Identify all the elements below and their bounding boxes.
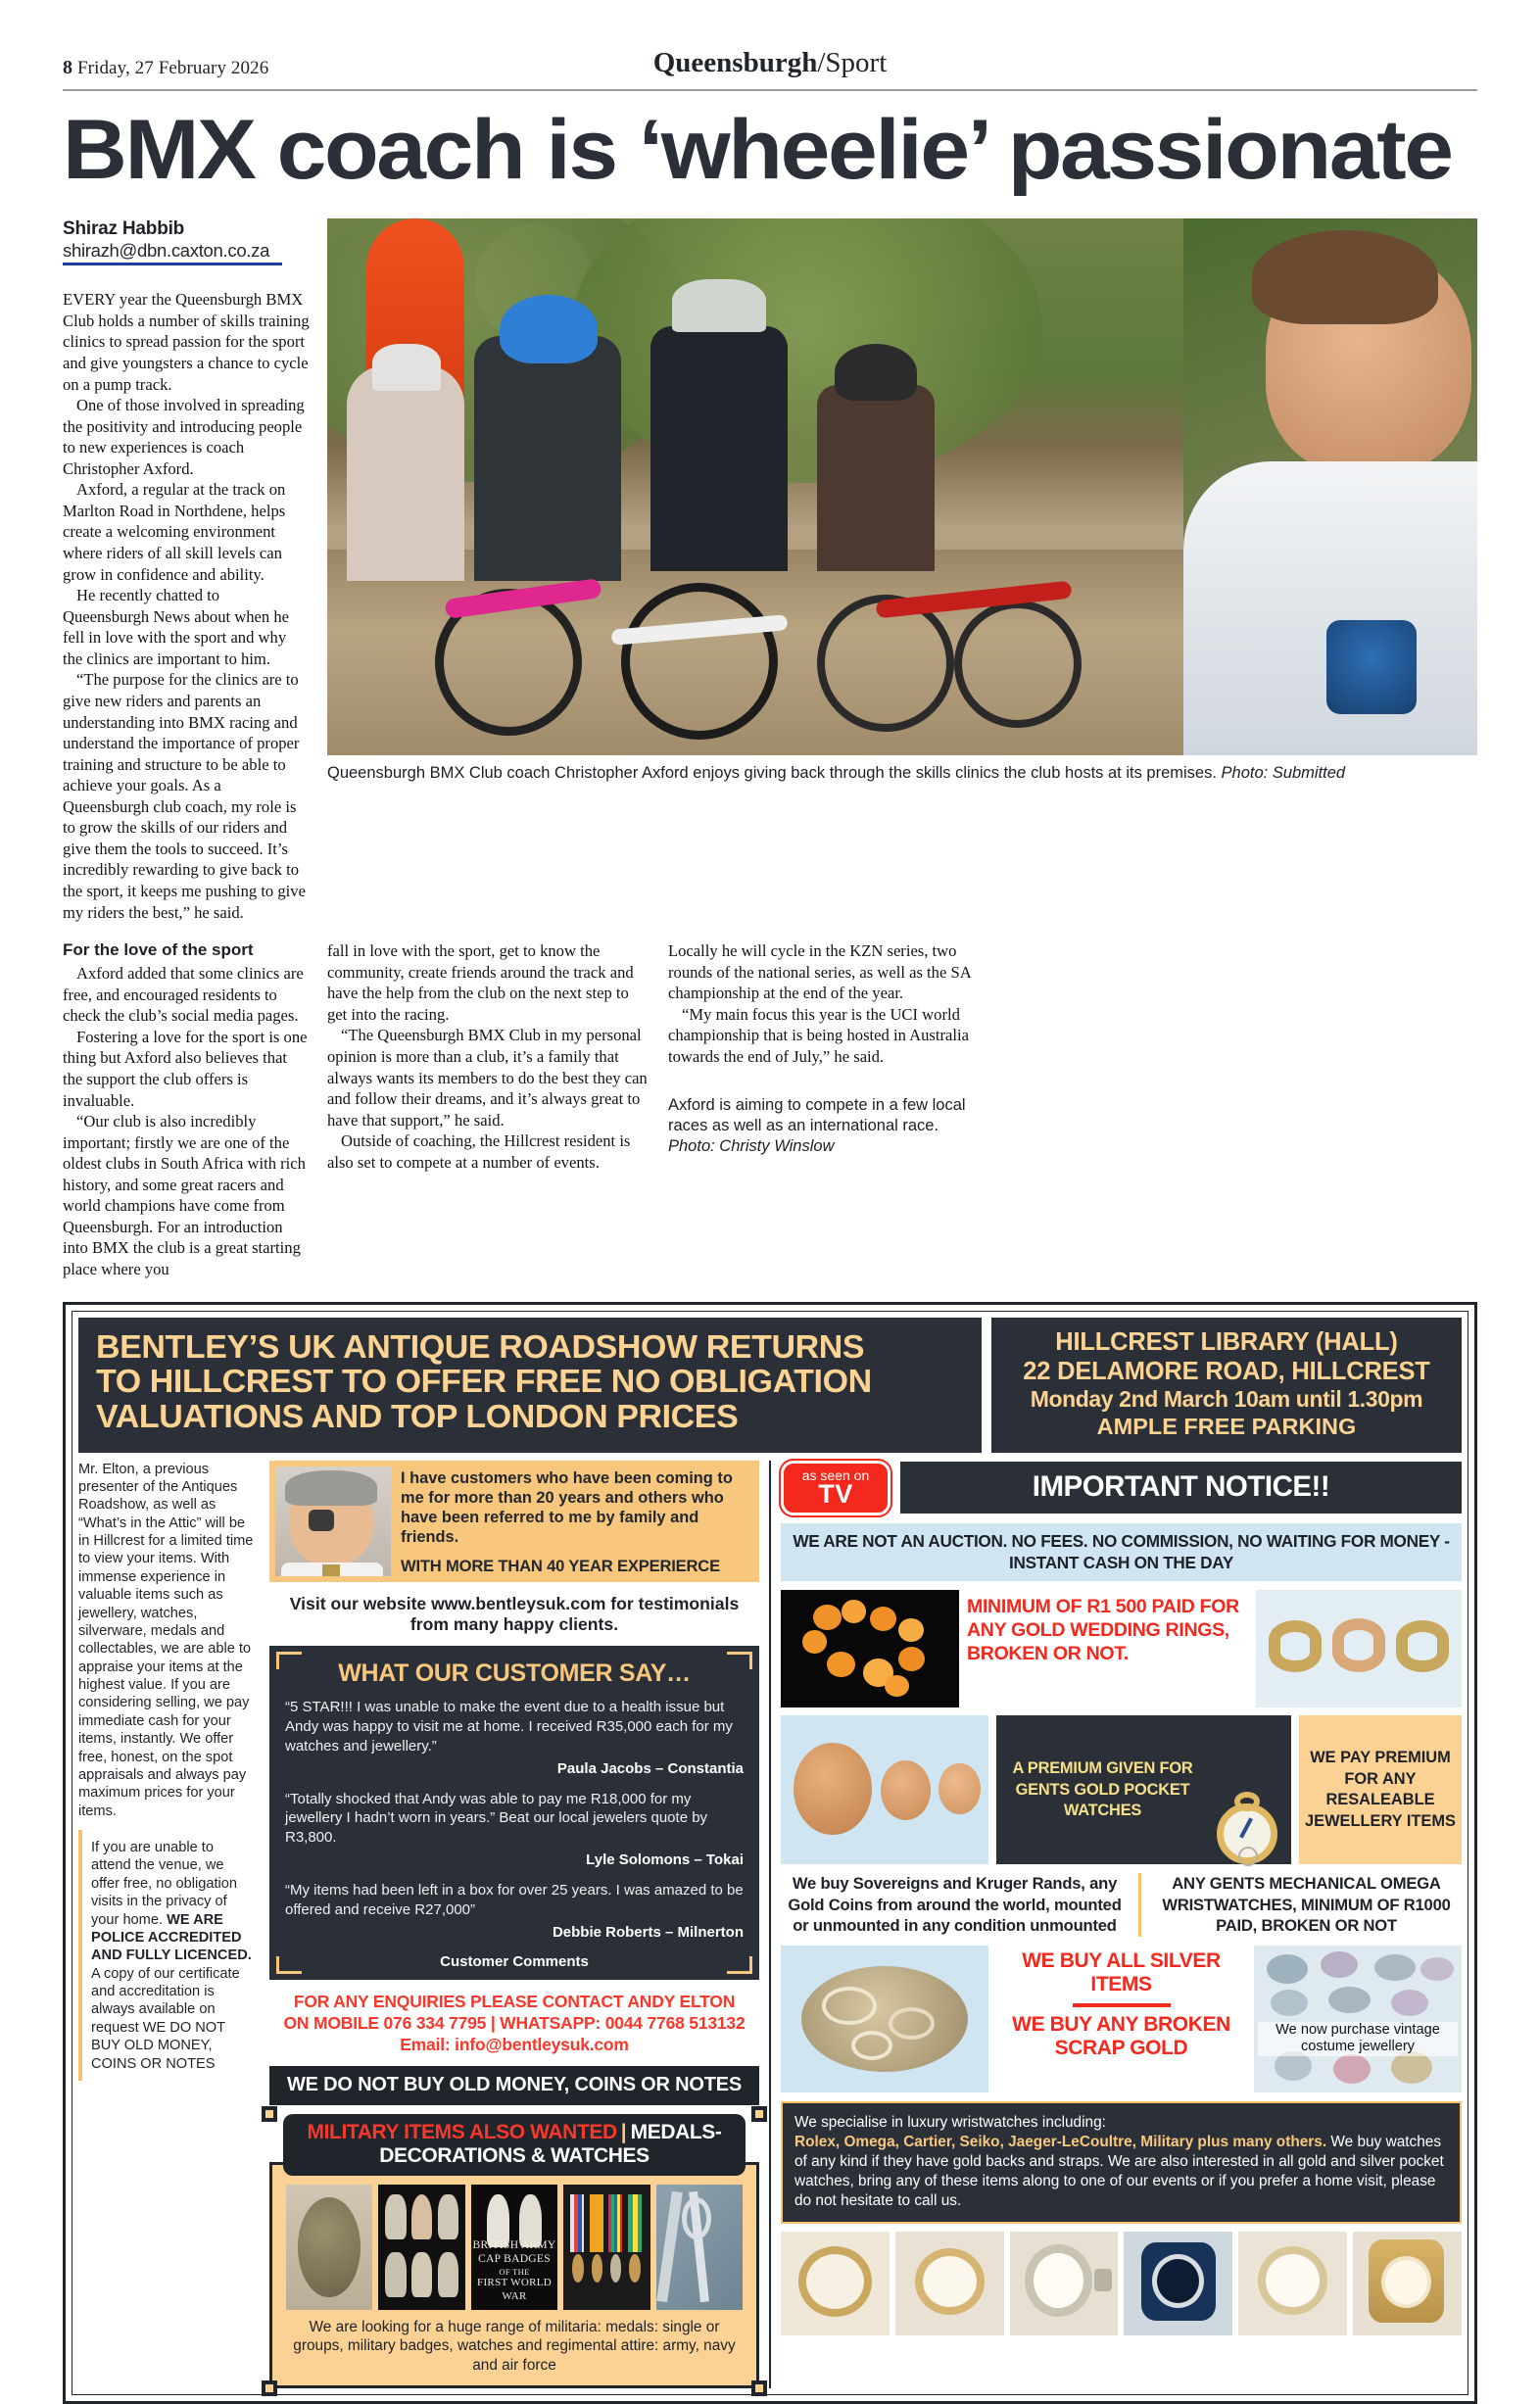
presenter-quote: I have customers who have been coming to me for more than 20 years and others who have been referred to me by family and friends. xyxy=(401,1468,733,1546)
paragraph: “The purpose for the clinics are to give new riders and parents an understanding into BMX racing and understand the importance of proper training and structure to be able to achieve your goals. As a Queensburgh club coach, my role is to grow the skills of our riders and give them the tools to succeed. It’s incredibly rewarding to give back to the sport, it keeps me pushing to give my riders the best,” he said. xyxy=(63,670,306,922)
testimonial-attribution: Lyle Solomons – Tokai xyxy=(586,1851,744,1868)
militaria-photo-swords xyxy=(656,2185,743,2310)
watch-photo-1 xyxy=(781,2232,890,2335)
testimonials-title: WHAT OUR CUSTOMER SAY… xyxy=(338,1659,691,1688)
side-photo-caption xyxy=(668,1095,991,1158)
police-box-intro: If you are unable to attend the venue, we offer free, no obligation visits in the privacy of your home. xyxy=(91,1840,238,1928)
watch-photo-3 xyxy=(1010,2232,1119,2335)
police-box-bold: WE ARE POLICE ACCREDITED AND FULLY LICENCED. xyxy=(91,1911,252,1964)
paragraph: “The Queensburgh BMX Club in my personal opinion is more than a club, it’s a family that always wants its members to do the best they can and follow their dreams, and it’s always great to have that support,” he said. xyxy=(327,1026,648,1130)
silver-scrap-text xyxy=(996,1946,1246,2092)
article-body-col4 xyxy=(668,940,991,1067)
article-column-3 xyxy=(327,940,650,1279)
capbadges-caption-sub: OF THE xyxy=(499,2266,530,2277)
gold-minimum-text: MINIMUM OF R1 500 PAID FOR ANY GOLD WEDDING RINGS, BROKEN OR NOT. xyxy=(967,1596,1239,1664)
premium-amber-panel: WE PAY PREMIUM FOR ANY RESALEABLE JEWELLERY ITEMS xyxy=(1299,1715,1462,1864)
corner-ornament xyxy=(276,1652,302,1669)
gold-pocket-watch-panel xyxy=(996,1715,1291,1864)
enquiries-block xyxy=(269,1991,759,2055)
important-notice-title: IMPORTANT NOTICE!! xyxy=(900,1462,1462,1514)
paragraph: Axford added that some clinics are free, and encouraged residents to check the club’s social media pages. xyxy=(63,964,304,1026)
byline-email[interactable]: shirazh@dbn.caxton.co.za xyxy=(63,240,270,262)
caption-credit: Photo: Submitted xyxy=(1221,764,1346,783)
article-body-col2 xyxy=(63,963,310,1279)
military-title-divider: | xyxy=(620,2120,627,2143)
watch-photo-2 xyxy=(895,2232,1004,2335)
not-an-auction-bar: WE ARE NOT AN AUCTION. NO FEES. NO COMMISSION, NO WAITING FOR MONEY - INSTANT CASH ON THE DAY xyxy=(781,1523,1462,1582)
luxury-brands: Rolex, Omega, Cartier, Seiko, Jaeger-LeCoultre, Military plus many others. xyxy=(794,2133,1327,2150)
military-title-bar xyxy=(283,2114,746,2176)
bmx-clinic-photo xyxy=(327,218,1477,755)
website-line[interactable]: Visit our website www.bentleysuk.com for testimonials from many happy clients. xyxy=(289,1593,740,1635)
luxury-outro: We buy watches of any kind if they have gold backs and straps. We are also interested in all gold and silver pocket watches, bring any of these items along to one of our events or if you prefer a home visit, please do not hesitate to call us. xyxy=(794,2133,1444,2209)
presenter-quote-strip xyxy=(269,1461,759,1582)
masthead xyxy=(63,0,1477,85)
photo-caption xyxy=(327,763,1477,784)
paragraph: Locally he will cycle in the KZN series, two rounds of the national series, as well as the SA championship at the end of the year. xyxy=(668,941,971,1003)
premium-row xyxy=(781,1715,1462,1864)
paragraph: Outside of coaching, the Hillcrest resident is also set to compete at a number of events. xyxy=(327,1131,631,1172)
silver-line-1: WE BUY ALL SILVER ITEMS xyxy=(1022,1948,1221,1996)
notice-header-row xyxy=(781,1461,1462,1515)
paragraph: EVERY year the Queensburgh BMX Club holds a number of skills training clinics to spread passion for the sport and give youngsters a chance to cycle on a pump track. xyxy=(63,290,310,394)
no-buy-bar: WE DO NOT BUY OLD MONEY, COINS OR NOTES xyxy=(269,2066,759,2105)
militaria-photo-capbadges xyxy=(471,2185,557,2310)
costume-caption: We now purchase vintage costume jewellery xyxy=(1258,2022,1458,2056)
page-number: 8 xyxy=(63,57,73,78)
paragraph: Axford, a regular at the track on Marlton Road in Northdene, helps create a welcoming environment where riders of all skill levels can grow in confidence and ability. xyxy=(63,480,286,584)
paragraph: Fostering a love for the sport is one thing but Axford also believes that the support the club offers is invaluable. xyxy=(63,1027,308,1110)
wedding-rings-photo xyxy=(1256,1590,1462,1707)
testimonial-text: “My items had been left in a box for over 25 years. I was amazed to be offered and receive R27,000” xyxy=(285,1881,744,1918)
police-box-outro: A copy of our certificate and accreditation is always available on request WE DO NOT BUY OLD MONEY, COINS OR NOTES xyxy=(91,1965,240,2072)
advert-venue-block xyxy=(991,1318,1462,1453)
watch-photo-strip xyxy=(781,2232,1462,2335)
advertisement xyxy=(63,1302,1477,2404)
presenter-photo xyxy=(275,1466,391,1576)
paragraph: One of those involved in spreading the positivity and introducing people to new experiences is coach Christopher Axford. xyxy=(63,396,305,478)
luxury-watches-box xyxy=(781,2101,1462,2224)
article-body-col3 xyxy=(327,940,650,1173)
byline-author: Shiraz Habbib xyxy=(63,218,185,240)
scrap-gold-photo xyxy=(781,1946,988,2092)
paragraph: He recently chatted to Queensburgh News about when he fell in love with the sport and why the clinics are important to him. xyxy=(63,586,290,668)
tv-badge-line-1: as seen on xyxy=(801,1466,870,1483)
testimonials-footer: Customer Comments xyxy=(440,1952,589,1970)
article-body-col1 xyxy=(63,289,310,923)
corner-ornament xyxy=(276,1956,302,1974)
article-top-block xyxy=(63,218,1477,923)
side-photo-spacer xyxy=(1009,940,1477,1279)
buy-row xyxy=(781,1873,1462,1937)
silver-line-2: WE BUY ANY BROKEN SCRAP GOLD xyxy=(1012,2012,1230,2059)
paragraph: “Our club is also incredibly important; firstly we are one of the oldest clubs in South Africa with rich history, and some great racers and world champions have come from Queensburgh. For an introduction into BMX the club is a great starting place where you xyxy=(63,1112,306,1279)
enquiries-line-1: FOR ANY ENQUIRIES PLEASE CONTACT ANDY ELTON xyxy=(293,1991,736,2011)
watch-photo-4 xyxy=(1124,2232,1232,2335)
silver-row xyxy=(781,1946,1462,2092)
testimonial-text: “5 STAR!!! I was unable to make the event due to a health issue but Andy was happy to visit me at home. I received R35,000 each for my watches and jewellery.” xyxy=(285,1699,733,1755)
venue-parking: AMPLE FREE PARKING xyxy=(1096,1414,1357,1440)
publication-name: Queensburgh xyxy=(652,47,818,78)
side-caption-credit: Photo: Christy Winslow xyxy=(668,1137,835,1156)
as-seen-on-tv-badge xyxy=(781,1461,890,1515)
luxury-intro: We specialise in luxury wristwatches including: xyxy=(794,2113,1106,2131)
amber-beads-photo xyxy=(781,1590,959,1707)
advert-center-column xyxy=(269,1461,759,2388)
testimonial-attribution: Debbie Roberts – Milnerton xyxy=(552,1923,744,1941)
advert-left-column xyxy=(78,1461,260,2388)
capbadges-caption-main: BRITISH ARMY CAP BADGES xyxy=(472,2238,556,2266)
paragraph: fall in love with the sport, get to know the community, create friends around the track and have the help from the club on the next step to get into the racing. xyxy=(327,941,634,1024)
enquiries-line-3[interactable]: Email: info@bentleysuk.com xyxy=(400,2034,629,2054)
testimonials-box xyxy=(269,1646,759,1979)
advert-headline-line-1: BENTLEY’S UK ANTIQUE ROADSHOW RETURNS xyxy=(96,1327,865,1365)
police-accreditation-box xyxy=(78,1830,260,2081)
paragraph: “My main focus this year is the UCI world championship that is being hosted in Australia towards the end of July,” he said. xyxy=(668,1004,969,1066)
advert-body xyxy=(78,1461,1462,2388)
silver-divider xyxy=(1073,2003,1171,2007)
military-image-strip xyxy=(286,2185,743,2310)
page-title: BMX coach is ‘wheelie’ passionate xyxy=(63,103,1452,197)
issue-date: Friday, 27 February 2026 xyxy=(76,58,269,78)
article-column-2 xyxy=(63,940,310,1279)
venue-name: HILLCREST LIBRARY (HALL) xyxy=(1055,1327,1398,1356)
masthead-rule xyxy=(63,89,1477,91)
corner-ornament xyxy=(727,1956,752,1974)
venue-datetime: Monday 2nd March 10am until 1.30pm xyxy=(1030,1385,1423,1412)
testimonial-attribution: Paula Jacobs – Constantia xyxy=(556,1759,744,1777)
buy-omega-text: ANY GENTS MECHANICAL OMEGA WRISTWATCHES, MINIMUM OF R1000 PAID, BROKEN OR NOT xyxy=(1162,1874,1451,1936)
premium-dark-text: A PREMIUM GIVEN FOR GENTS GOLD POCKET WATCHES xyxy=(1012,1759,1193,1819)
buy-coins-text: We buy Sovereigns and Kruger Rands, any Gold Coins from around the world, mounted or unmounted in any condition unmounted xyxy=(781,1873,1141,1937)
byline-rule xyxy=(63,263,282,265)
gold-coins-photo xyxy=(781,1715,988,1864)
enquiries-line-2[interactable]: ON MOBILE 076 334 7795 | WHATSAPP: 0044 7768 513132 xyxy=(283,2012,746,2033)
militaria-photo-plaque xyxy=(286,2185,372,2310)
article-subhead: For the love of the sport xyxy=(63,940,254,960)
watch-photo-5 xyxy=(1238,2232,1347,2335)
advert-header xyxy=(78,1318,1462,1453)
capbadges-caption-sub2: FIRST WORLD WAR xyxy=(477,2277,552,2302)
military-panel xyxy=(269,2162,759,2388)
section-name: Sport xyxy=(825,47,888,78)
advert-headline-line-3: VALUATIONS AND TOP LONDON PRICES xyxy=(96,1397,739,1434)
experience-line: WITH MORE THAN 40 YEAR EXPERIERCE xyxy=(401,1556,720,1575)
military-section xyxy=(269,2114,759,2388)
advert-headline-line-2: TO HILLCREST TO OFFER FREE NO OBLIGATION xyxy=(96,1363,872,1400)
costume-jewellery-photo xyxy=(1254,1946,1462,2092)
article-bottom-block xyxy=(63,940,1477,1279)
corner-ornament xyxy=(727,1652,752,1669)
advert-headline xyxy=(78,1318,982,1453)
side-caption-text: Axford is aiming to compete in a few local races as well as an international race. xyxy=(668,1095,966,1134)
section-slug xyxy=(0,47,1540,79)
military-footer-text: We are looking for a huge range of militaria: medals: single or groups, military badges, watches and regimental attire: army, navy and air force xyxy=(293,2318,736,2375)
advert-right-column xyxy=(769,1461,1462,2388)
militaria-photo-badges xyxy=(378,2185,464,2310)
caption-text: Queensburgh BMX Club coach Christopher Axford enjoys giving back through the skills clinics the club hosts at its premises. xyxy=(327,764,1222,783)
slug-separator: / xyxy=(817,47,826,78)
advert-blurb: Mr. Elton, a previous presenter of the Antiques Roadshow, as well as “What’s in the Attic” will be in Hillcrest for a limited time to view your items. With immense experience in valuable items such as jewellery, watches, silverware, medals and collectables, we are able to appraise your items at the highest value. If you are considering selling, we pay immediate cash for your items, instantly. We offer free, honest, on the spot appraisals and always pay maximum prices for your items. xyxy=(78,1461,254,1819)
tv-badge-line-2: TV xyxy=(818,1478,853,1509)
gold-rings-row xyxy=(781,1590,1462,1707)
militaria-photo-medals xyxy=(563,2185,650,2310)
article-column-4 xyxy=(668,940,991,1279)
testimonial-text: “Totally shocked that Andy was able to pay me R18,000 for my jewellery I hadn’t worn in years.” Beat our local jewelers quote by R3,800. xyxy=(285,1790,708,1847)
article-column-1 xyxy=(63,218,310,923)
venue-address: 22 DELAMORE ROAD, HILLCREST xyxy=(1023,1357,1430,1385)
main-photo-container xyxy=(327,218,1477,923)
military-title-red: MILITARY ITEMS ALSO WANTED xyxy=(307,2120,617,2143)
military-title-white: MEDALS-DECORATIONS & WATCHES xyxy=(379,2120,722,2167)
watch-photo-6 xyxy=(1353,2232,1462,2335)
